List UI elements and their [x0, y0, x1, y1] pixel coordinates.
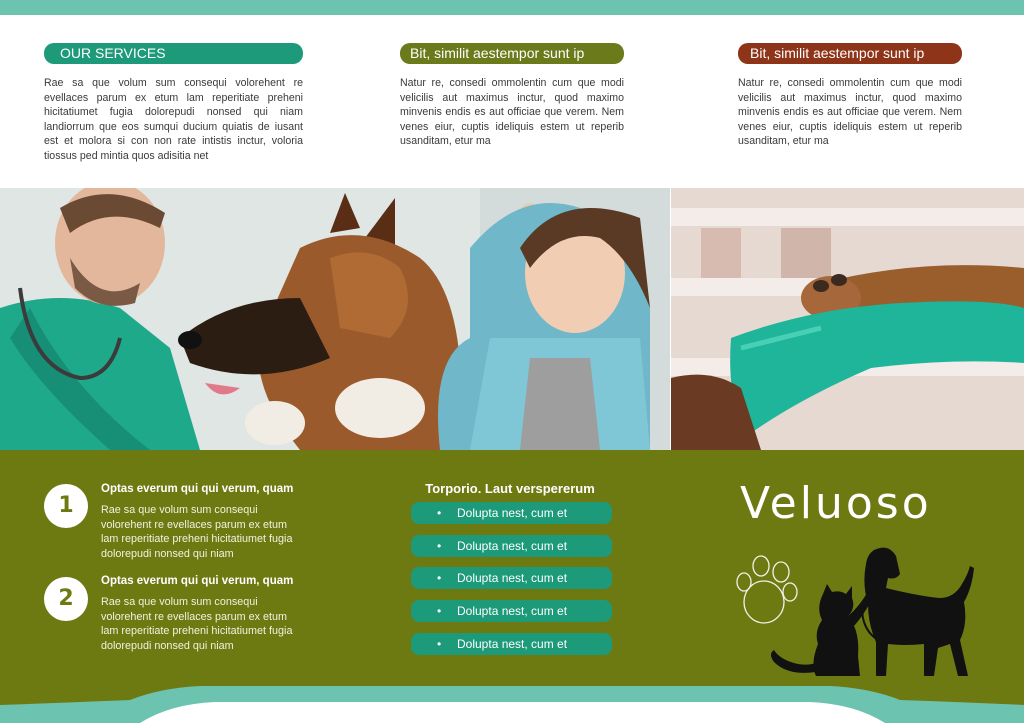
- bullet-icon: •: [437, 604, 442, 618]
- list-item-label: Dolupta nest, cum et: [457, 506, 568, 520]
- bottom-curved-edge: [0, 680, 1024, 723]
- step-1-title: Optas everum qui qui verum, quam: [101, 483, 294, 495]
- info-column-3: [738, 43, 962, 149]
- step-2-body: Rae sa que volum sum consequi volorehent re evellaces parum ex etum lam reperitiate preheni hicitatiumet fugia dolorepudi nonsed qui niam: [101, 596, 293, 652]
- photo-strip: [0, 188, 1024, 450]
- list-item: [411, 567, 612, 589]
- cat-silhouette-icon: [771, 584, 876, 676]
- column2-heading: Bit, similit aestempor sunt ip: [400, 43, 624, 64]
- info-column-2: [400, 43, 624, 149]
- list-item-label: Dolupta nest, cum et: [457, 604, 568, 618]
- list-item: [411, 502, 612, 524]
- step-1-number: 1: [44, 484, 88, 528]
- bullet-icon: •: [437, 506, 442, 520]
- list-item-label: Dolupta nest, cum et: [457, 571, 568, 585]
- step-2-title: Optas everum qui qui verum, quam: [101, 575, 294, 587]
- bullet-icon: •: [437, 539, 442, 553]
- top-accent-band: [0, 0, 1024, 15]
- list-title: Torporio. Laut verspererum: [425, 481, 595, 496]
- bullet-icon: •: [437, 571, 442, 585]
- services-heading: OUR SERVICES: [44, 43, 303, 64]
- list-item-label: Dolupta nest, cum et: [457, 637, 568, 651]
- list-item: [411, 633, 612, 655]
- step-2-number: 2: [44, 577, 88, 621]
- services-body: Rae sa que volum sum consequi volorehent re evellaces parum ex etum lam reperitiate preheni hicitatiumet fugia dolorepudi nonsed qui niam landiorrum que eos sumqui ducium quiatis de iusant est et molora si con non rate intistis inctur, voloria tiossus ped mintia quos adisitia net: [44, 77, 303, 162]
- bullet-icon: •: [437, 637, 442, 651]
- vet-with-dog-photo: [0, 188, 670, 450]
- column2-body: Natur re, consedi ommolentin cum que modi velicilis aut maximus inctur, quod maximo minvenis endis es aut officiae que verem. Nem venes eiur, cuptis ideliquis estem ut reperib usanditam, etur ma: [400, 77, 624, 148]
- step-1-body: Rae sa que volum sum consequi volorehent re evellaces parum ex etum lam reperitiate preheni hicitatiumet fugia dolorepudi nonsed qui niam: [101, 504, 293, 560]
- column3-heading: Bit, similit aestempor sunt ip: [738, 43, 962, 64]
- list-item: [411, 535, 612, 557]
- list-item: [411, 600, 612, 622]
- paw-print-icon: [737, 556, 797, 623]
- column3-body: Natur re, consedi ommolentin cum que modi velicilis aut maximus inctur, quod maximo minvenis endis es aut officiae que verem. Nem venes eiur, cuptis ideliquis estem ut reperib usanditam, etur ma: [738, 77, 962, 148]
- list-item-label: Dolupta nest, cum et: [457, 539, 568, 553]
- services-column: [44, 43, 303, 164]
- dog-silhouette-icon: [862, 548, 974, 676]
- pets-illustration: [728, 544, 978, 684]
- brand-logo: Veluoso: [740, 478, 932, 529]
- paw-in-glove-photo: [671, 188, 1024, 450]
